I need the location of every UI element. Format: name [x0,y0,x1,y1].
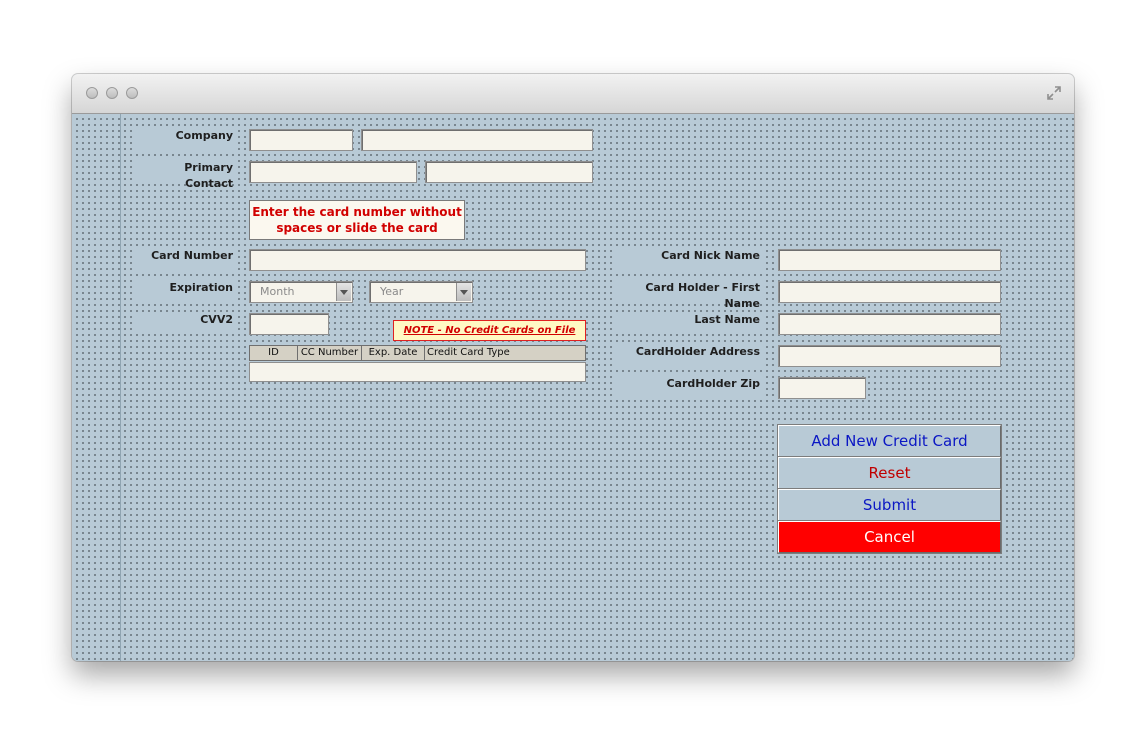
primary-contact-first-input[interactable] [249,161,417,183]
grid-column-card-type[interactable]: Credit Card Type [427,347,510,358]
dropdown-arrow-icon[interactable] [456,283,471,301]
app-window [72,74,1074,661]
card-nick-name-input[interactable] [778,249,1001,271]
zoom-button[interactable] [126,87,138,99]
close-button[interactable] [86,87,98,99]
grid-column-id[interactable]: ID [250,346,298,360]
cardholder-address-label: CardHolder Address [612,344,762,366]
expiration-month-select[interactable] [249,281,353,303]
grid-column-exp-date[interactable]: Exp. Date [362,346,425,360]
submit-button[interactable]: Submit [778,489,1001,521]
title-bar [72,74,1074,114]
expiration-label: Expiration [135,280,235,302]
expiration-year-select[interactable] [369,281,473,303]
primary-contact-label: Primary Contact [135,160,235,182]
record-selector-divider [120,114,121,661]
company-label: Company [135,128,235,150]
cards-grid-header [249,345,586,361]
cardholder-address-input[interactable] [778,345,1001,367]
last-name-label: Last Name [612,312,762,334]
primary-contact-last-input[interactable] [425,161,593,183]
card-holder-first-name-input[interactable] [778,281,1001,303]
cvv2-label: CVV2 [135,312,235,334]
company-id-input[interactable] [249,129,353,151]
card-number-input[interactable] [249,249,586,271]
card-number-hint: Enter the card number without spaces or slide the card [249,200,465,240]
cardholder-zip-input[interactable] [778,377,866,399]
add-new-credit-card-button[interactable]: Add New Credit Card [778,425,1001,457]
cancel-button[interactable]: Cancel [778,521,1001,553]
last-name-input[interactable] [778,313,1001,335]
no-cards-note[interactable]: NOTE - No Credit Cards on File [393,320,586,341]
cvv2-input[interactable] [249,313,329,335]
card-number-label: Card Number [135,248,235,270]
cards-grid-row[interactable] [249,362,586,382]
company-name-input[interactable] [361,129,593,151]
minimize-button[interactable] [106,87,118,99]
dropdown-arrow-icon[interactable] [336,283,351,301]
month-placeholder: Month [260,285,295,298]
grid-column-cc-number[interactable]: CC Number [298,346,362,360]
fullscreen-icon[interactable] [1046,85,1062,101]
form-area [72,114,1074,661]
reset-button[interactable]: Reset [778,457,1001,489]
year-placeholder: Year [380,285,404,298]
card-holder-first-name-label: Card Holder - First Name [612,280,762,302]
card-nick-name-label: Card Nick Name [612,248,762,270]
cardholder-zip-label: CardHolder Zip [612,376,762,398]
